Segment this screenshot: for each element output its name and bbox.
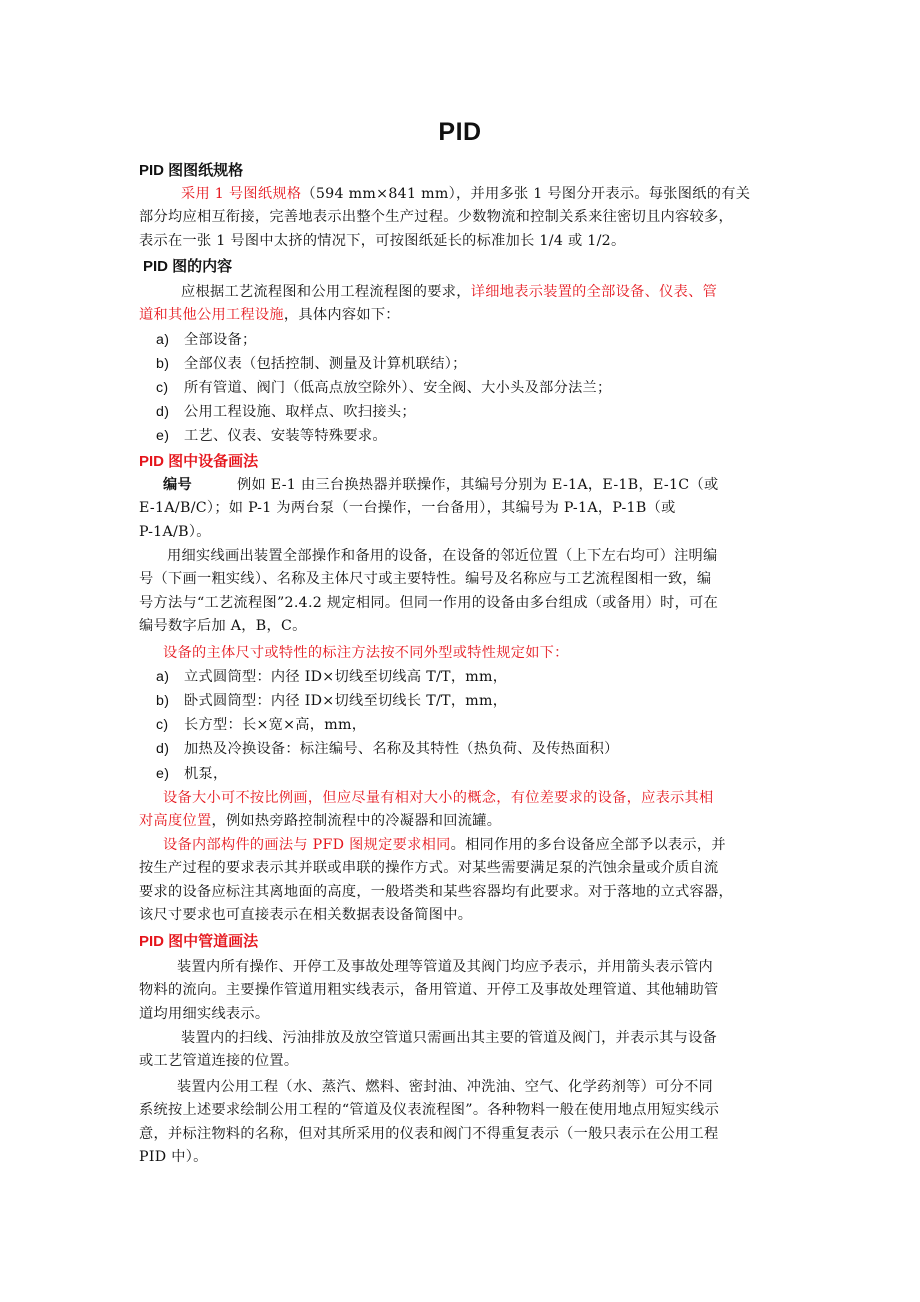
list-text: 工艺、仪表、安装等特殊要求。 [184, 428, 387, 444]
text-line: 装置内的扫线、污油排放及放空管道只需画出其主要的管道及阀门，并表示其与设备 [181, 1030, 718, 1046]
list-item [156, 714, 366, 737]
body-text: ，例如热旁路控制流程中的冷凝器和回流罐。 [211, 813, 502, 830]
paragraph-equipment-drawing [139, 545, 783, 639]
list-item [156, 763, 227, 786]
list-item [156, 401, 416, 424]
paragraph-numbering [139, 474, 783, 544]
text-line: 部分均应相互衔接，完善地表示出整个生产过程。少数物流和控制关系来往密切且内容较多， [139, 209, 733, 226]
list-marker: b) [156, 693, 170, 709]
section-heading-pid-content: PID 图的内容 [143, 258, 233, 275]
list-item [156, 738, 619, 761]
section-heading-equipment: PID 图中设备画法 [139, 453, 259, 470]
text-line: 要求的设备应标注其离地面的高度，一般塔类和某些容器均有此要求。对于落地的立式容器， [139, 883, 733, 900]
text-line [139, 834, 783, 857]
paragraph-equipment-size [139, 787, 783, 834]
section-heading-piping: PID 图中管道画法 [139, 933, 259, 950]
body-text: ，具体内容如下： [283, 307, 400, 324]
list-marker: a) [156, 669, 170, 685]
paragraph-piping-purge [139, 1027, 783, 1074]
section-heading-drawing-spec: PID 图图纸规格 [139, 162, 244, 179]
list-marker: e) [156, 766, 170, 782]
text-line: 用细实线画出装置全部操作和备用的设备，在设备的邻近位置（上下左右均可）注明编 [167, 548, 718, 564]
text-line: 表示在一张 1 号图中太挤的情况下，可按图纸延长的标准加长 1/4 或 1/2。 [139, 232, 626, 249]
list-text: 公用工程设施、取样点、吹扫接头； [184, 404, 416, 420]
dimension-rules-heading: 设备的主体尺寸或特性的标注方法按不同外型或特性规定如下： [163, 645, 569, 661]
paragraph-internal-parts [139, 834, 783, 928]
list-item [156, 690, 507, 713]
text-line [139, 304, 783, 327]
list-text: 立式圆筒型：内径 ID×切线至切线高 T/T，mm， [184, 669, 508, 685]
text-line: 装置内所有操作、开停工及事故处理等管道及其阀门均应予表示，并用箭头表示管内 [177, 959, 714, 975]
text-line: 按生产过程的要求表示其并联或串联的操作方式。对某些需要满足泵的汽蚀余量或介质自流 [139, 860, 719, 877]
text-line: 设备大小可不按比例画，但应尽量有相对大小的概念，有位差要求的设备，应表示其相 [163, 790, 714, 806]
text-line: 编号数字后加 A，B，C。 [139, 618, 307, 635]
text-line: E-1A/B/C）；如 P-1 为两台泵（一台操作，一台备用），其编号为 P-1A，P-1B（或 [139, 500, 676, 517]
text-line: 该尺寸要求也可直接表示在相关数据表设备简图中。 [139, 907, 473, 924]
list-text: 机泵， [184, 766, 228, 782]
text-line: 或工艺管道连接的位置。 [139, 1053, 299, 1070]
text-line: P-1A/B）。 [139, 523, 211, 540]
list-marker: c) [156, 717, 169, 733]
body-text: （594 mm×841 mm），并用多张 1 号图分开表示。每张图纸的有关 [301, 186, 751, 202]
paragraph-piping-utility [139, 1076, 783, 1170]
text-line: 物料的流向。主要操作管道用粗实线表示，备用管道、开停工及事故处理管道、其他辅助管 [139, 982, 719, 999]
list-marker: d) [156, 404, 170, 420]
text-line [139, 474, 783, 497]
text-line: 系统按上述要求绘制公用工程的“管道及仪表流程图”。各种物料一般在使用地点用短实线示 [139, 1102, 720, 1119]
list-text: 加热及冷换设备：标注编号、名称及其特性（热负荷、及传热面积） [184, 741, 619, 757]
paragraph-piping-main [139, 956, 783, 1026]
list-text: 卧式圆筒型：内径 ID×切线至切线长 T/T，mm， [184, 693, 508, 709]
paragraph-pid-content [139, 281, 783, 328]
list-marker: d) [156, 741, 170, 757]
text-line [139, 183, 783, 206]
text-line [139, 810, 783, 833]
text-line: 道均用细实线表示。 [139, 1005, 270, 1022]
text-line: PID 中）。 [139, 1149, 208, 1166]
list-marker: a) [156, 332, 170, 348]
list-item [156, 377, 612, 400]
list-text: 全部设备； [184, 332, 257, 348]
text-line: 装置内公用工程（水、蒸汽、燃料、密封油、冲洗油、空气、化学药剂等）可分不同 [177, 1079, 714, 1095]
paragraph-drawing-spec [139, 183, 783, 253]
list-text: 全部仪表（包括控制、测量及计算机联结）； [184, 356, 467, 372]
numbering-label: 编号 [163, 477, 192, 493]
highlight-text: 采用 1 号图纸规格 [181, 186, 302, 202]
text-line: 号（下画一粗实线）、名称及主体尺寸或主要特性。编号及名称应与工艺流程图相一致，编 [139, 571, 712, 588]
list-item [156, 666, 507, 689]
page-title: PID [438, 118, 482, 146]
list-marker: b) [156, 356, 170, 372]
highlight-text: 详细地表示装置的全部设备、仪表、管 [470, 284, 718, 300]
text-line [139, 281, 783, 304]
body-text: 例如 E-1 由三台换热器并联操作，其编号分别为 E-1A，E-1B，E-1C（或 [237, 477, 719, 493]
list-marker: c) [156, 380, 169, 396]
text-line: 意，并标注物料的名称，但对其所采用的仪表和阀门不得重复表示（一般只表示在公用工程 [139, 1125, 719, 1142]
list-item [156, 329, 256, 352]
highlight-text: 道和其他公用工程设施 [139, 307, 284, 324]
list-text: 所有管道、阀门（低高点放空除外）、安全阀、大小头及部分法兰； [184, 380, 612, 396]
list-text: 长方型：长×宽×高，mm， [184, 717, 367, 733]
text-line: 号方法与“工艺流程图”2.4.2 规定相同。但同一作用的设备由多台组成（或备用）时，可在 [139, 594, 719, 611]
list-marker: e) [156, 428, 170, 444]
list-item [156, 425, 387, 448]
body-text: 应根据工艺流程图和公用工程流程图的要求， [181, 284, 471, 300]
list-item [156, 353, 467, 376]
highlight-text: 对高度位置 [139, 813, 212, 830]
body-text: 。相同作用的多台设备应全部予以表示，并 [450, 837, 726, 853]
highlight-text: 设备内部构件的画法与 PFD 图规定要求相同 [163, 837, 451, 853]
